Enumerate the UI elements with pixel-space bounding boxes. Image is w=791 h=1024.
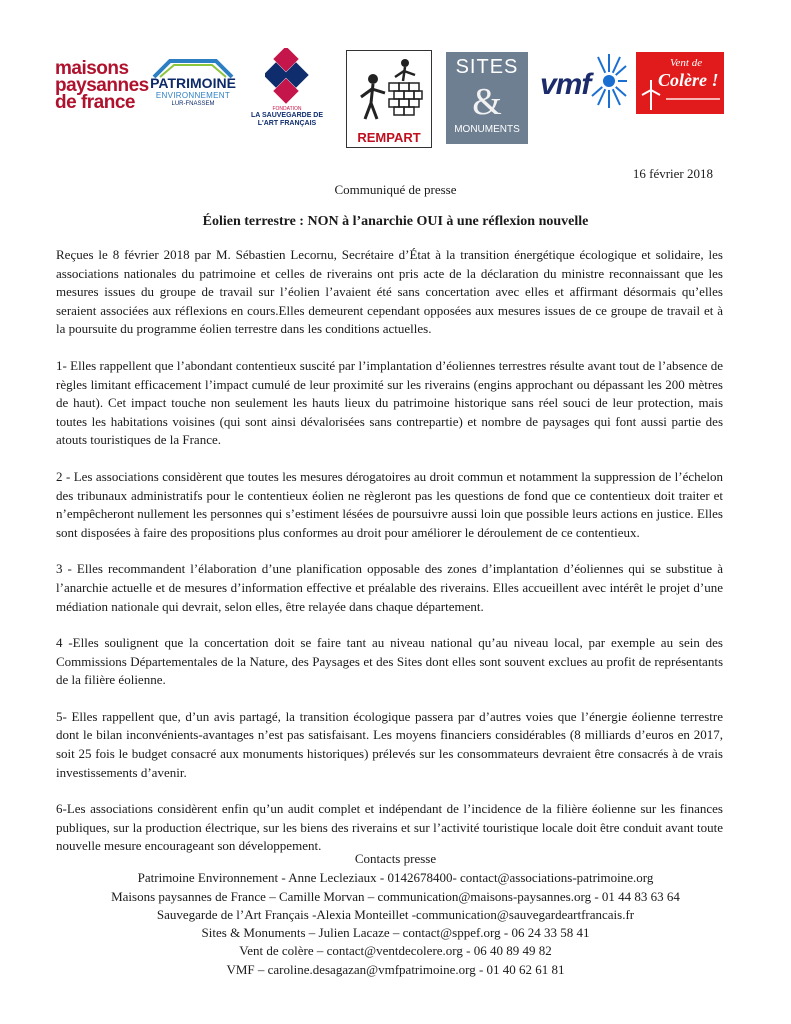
mpf-line-1: maisons bbox=[55, 58, 129, 79]
sauvegarde-logo bbox=[243, 48, 331, 134]
rempart-label: REMPART bbox=[357, 130, 421, 145]
logo-band bbox=[0, 0, 791, 160]
mpf-line-3: de france bbox=[55, 92, 135, 113]
radial-sun-icon bbox=[590, 52, 628, 110]
vdc-line-2: Colère ! bbox=[658, 70, 719, 90]
mpf-line-2: paysannes bbox=[55, 75, 149, 96]
sauvegarde-line-2: LA SAUVEGARDE DE L'ART FRANÇAIS bbox=[250, 112, 324, 127]
contact-line: Patrimoine Environnement - Anne Lecleziaux - 0142678400- contact@associations-patrimoine.org bbox=[137, 870, 654, 886]
contact-line: Sites & Monuments – Julien Lacaze – contact@sppef.org - 06 24 33 58 41 bbox=[201, 925, 590, 941]
press-contacts bbox=[0, 850, 791, 979]
contact-line: Maisons paysannes de France – Camille Morvan – communication@maisons-paysannes.org - 01 44 83 63 64 bbox=[111, 888, 680, 904]
builders-illustration-icon bbox=[353, 53, 425, 123]
vmf-logo bbox=[540, 52, 628, 112]
contact-line: Vent de colère – contact@ventdecolere.org - 06 40 89 49 82 bbox=[239, 943, 552, 959]
pe-subtitle: ENVIRONNEMENT bbox=[155, 91, 231, 100]
paragraph-point-2: 2 - Les associations considèrent que toutes les mesures dérogatoires au droit commun et notamment la suppression de l’échelon des tribunaux administratifs pour le contentieux éolien ne règleront pas les questions de fond que ce contentieux doit traiter et n’empêcheront nullement les personnes qui s’estiment lésées de poursuivre aussi loin que possible leurs actions en justice. Elles sont disposées à faire des propositions plus conformes au droit pour améliorer le déroulement de ce contentieux. bbox=[56, 468, 723, 540]
press-release-title: Éolien terrestre : NON à l’anarchie OUI à une réflexion nouvelle bbox=[202, 214, 589, 229]
press-release-body bbox=[56, 246, 723, 874]
press-release-date: 16 février 2018 bbox=[632, 166, 713, 181]
sites-top-text: SITES bbox=[455, 56, 519, 78]
contact-line: Sauvegarde de l’Art Français -Alexia Monteillet -communication@sauvegardeartfrancais.fr bbox=[156, 906, 635, 922]
vdc-underline bbox=[666, 98, 720, 100]
sites-bottom-text: MONUMENTS bbox=[454, 124, 520, 135]
maisons-paysannes-logo bbox=[55, 58, 149, 113]
paragraph-point-5: 5- Elles rappellent que, d’un avis partagé, la transition écologique passera par d’autres voies que l’énergie éolienne terrestre dont le bilan inconvénients-avantages n’est pas satisfaisant. Les moyens financiers considérables (8 milliards d’euros en 2017, soit 25 fois le budget consacré aux monuments historiques) prélevés sur les consommateurs devraient être consacrés à de vrais investissements d’avenir. bbox=[56, 708, 723, 780]
wind-turbine-icon bbox=[640, 80, 662, 110]
patrimoine-environnement-logo bbox=[150, 55, 236, 119]
diamond-emblem-icon bbox=[265, 48, 309, 104]
vdc-line-1: Vent de bbox=[670, 57, 703, 69]
contact-line: VMF – caroline.desagazan@vmfpatrimoine.org - 01 40 62 61 81 bbox=[226, 961, 565, 977]
paragraph-intro: Reçues le 8 février 2018 par M. Sébastien Lecornu, Secrétaire d’État à la transition énergétique écologique et solidaire, les associations nationales du patrimoine et celles de riverains ont pris acte de la déclaration du ministre reconnaissant que les mesures issues du groupe de travail sur l’éolien l’avaient été sans concertation avec elles et affirmant désormais qu’elles seraient associées aux réflexions en cours.Elles demeurent cependant opposées aux mesures issues de ce groupe de travail et à la poursuite du programme éolien terrestre dans les conditions actuelles. bbox=[56, 247, 723, 337]
vmf-text: vmf bbox=[540, 68, 591, 101]
contacts-heading: Contacts presse bbox=[354, 851, 437, 866]
rempart-logo bbox=[346, 50, 432, 148]
sites-monuments-logo bbox=[446, 52, 528, 144]
pe-small: LUR-FNASSEM bbox=[171, 101, 215, 107]
pe-title: PATRIMOINE bbox=[150, 75, 236, 91]
paragraph-point-3: 3 - Elles recommandent l’élaboration d’une planification opposable des zones d’implantation d’éoliennes qui se substitue à l’anarchie actuelle et de mesures d’information effective et préalable des riverains. Elles accueillent avec intérêt le projet d’une médiation nationale qui devrait, selon elles, être relayée dans chaque département. bbox=[56, 561, 723, 614]
sauvegarde-line-1: FONDATION bbox=[272, 106, 302, 112]
press-release-kicker: Communiqué de presse bbox=[334, 182, 457, 197]
paragraph-point-6: 6-Les associations considèrent enfin qu’un audit complet et indépendant de l’incidence de la filière éolienne sur les finances publiques, sur la production électrique, sur les biens des riverains et sur l’activité touristique locale doit être conduit avant toute nouvelle mesure encourageant son développement. bbox=[56, 801, 723, 854]
sites-ampersand: & bbox=[472, 81, 502, 123]
paragraph-point-1: 1- Elles rappellent que l’abondant contentieux suscité par l’implantation d’éoliennes terrestres résulte avant tout de l’absence de règles limitant efficacement l’impact cumulé de leur proximité sur les riverains (engins approchant ou dépassant les 200 mètres de haut). Cet impact touche non seulement les hauts lieux du patrimoine historique sans réel souci de leur protection, mais toutes les habitations voisines (qui sont ainsi dévalorisées sans contrepartie) et nombre de paysages qui font aussi partie des atouts touristiques de la France. bbox=[56, 357, 723, 448]
vent-de-colere-logo bbox=[636, 52, 724, 114]
paragraph-point-4: 4 -Elles soulignent que la concertation doit se faire tant au niveau national qu’au niveau local, par exemple au sein des Commissions Départementales de la Nature, des Paysages et des Sites dont elles sont souvent exclues au profit de représentants de la filière éolienne. bbox=[56, 635, 723, 688]
